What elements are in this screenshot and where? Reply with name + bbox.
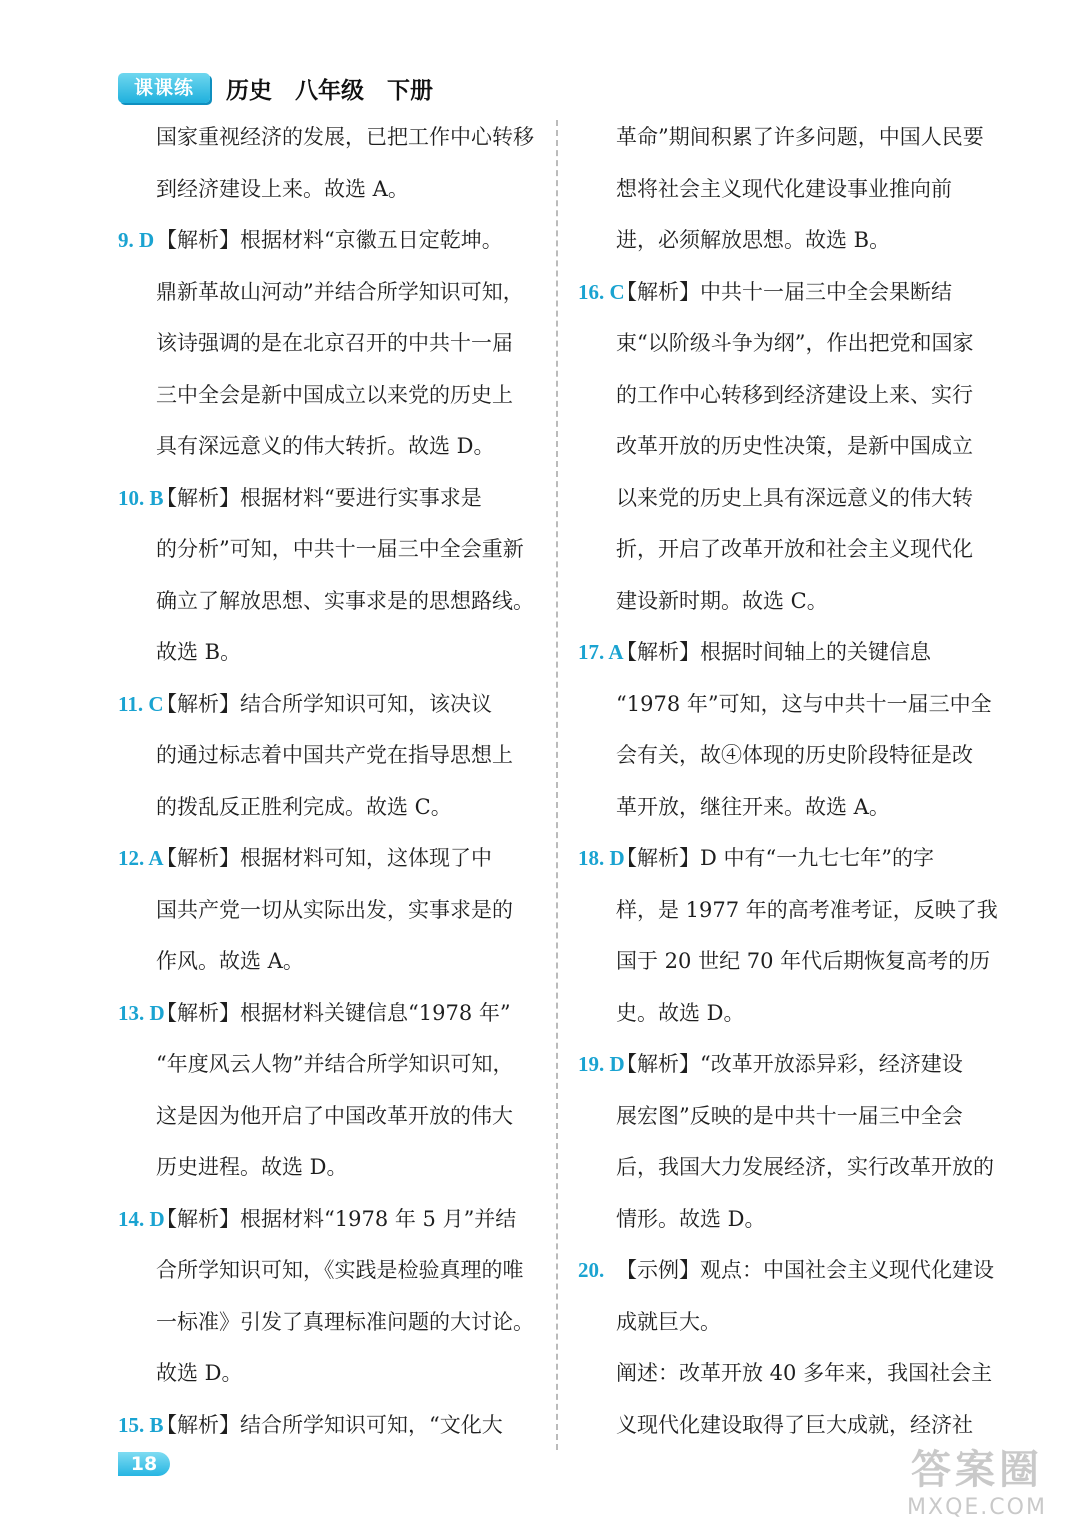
answer-number: 19. D	[578, 1052, 625, 1076]
watermark-url: MXQE.COM	[907, 1495, 1047, 1520]
answer-text: 革命”期间积累了许多问题，中国人民要 想将社会主义现代化建设事业推向前 进，必须解放思想。故选 B。	[616, 125, 984, 252]
answer-number: 15. B	[118, 1412, 164, 1437]
answer-text: 【解析】根据材料“京徽五日定乾坤。 鼎新革故山河动”并结合所学知识可知， 该诗强调的是在北京召开的中共十一届 三中全会是新中国成立以来党的历史上 具有深远意义的伟大转折。故选 D。	[156, 228, 524, 458]
column-divider	[556, 120, 558, 1450]
answer-number: 13. D	[118, 1000, 165, 1025]
answer-text: 【解析】结合所学知识可知，“文化大	[156, 1412, 503, 1437]
page-header	[118, 66, 433, 110]
answer-text: 【解析】D 中有“一九七七年”的字 样，是 1977 年的高考准考证，反映了我 国于 20 世纪 70 年代后期恢复高考的历 史。故选 D。	[616, 846, 998, 1025]
answer-text: 【解析】根据材料“要进行实事求是 的分析”可知，中共十一届三中全会重新 确立了解放思想、实事求是的思想路线。 故选 B。	[156, 485, 534, 664]
answer-item	[118, 679, 538, 834]
book-title: 历史 八年级 下册	[226, 76, 433, 104]
book-logo: 课课练	[118, 73, 210, 103]
answer-text: 【解析】结合所学知识可知，该决议 的通过标志着中国共产党在指导思想上 的拨乱反正胜利完成。故选 C。	[156, 691, 513, 819]
watermark-title: 答案圈	[911, 1447, 1043, 1493]
answer-item	[578, 833, 998, 1039]
answer-number: 20.	[578, 1258, 605, 1282]
left-column	[118, 112, 538, 1451]
answer-item	[118, 833, 538, 988]
answer-item	[118, 473, 538, 679]
answer-number: 16. C	[578, 279, 625, 304]
answer-number: 17. A	[578, 640, 624, 664]
page-number: 18	[118, 1452, 170, 1476]
answer-number: 10. B	[118, 485, 164, 510]
answer-item	[578, 627, 998, 833]
answer-text: 【解析】根据材料“1978 年 5 月”并结 合所学知识可知，《实践是检验真理的唯 一标准》引发了真理标准问题的大讨论。 故选 D。	[156, 1206, 534, 1385]
answer-item	[118, 1400, 538, 1452]
answer-text: 【解析】“改革开放添异彩，经济建设 展宏图”反映的是中共十一届三中全会 后，我国大力发展经济，实行改革开放的 情形。故选 D。	[616, 1052, 994, 1231]
answer-item	[578, 267, 998, 628]
answer-number: 18. D	[578, 846, 625, 870]
answer-item	[578, 1039, 998, 1245]
answer-item	[118, 988, 538, 1194]
answer-item	[118, 215, 538, 473]
answer-item	[118, 112, 538, 215]
answer-text: 【示例】观点：中国社会主义现代化建设 成就巨大。 阐述：改革开放 40 多年来，我国社会主 义现代化建设取得了巨大成就，经济社	[616, 1258, 994, 1437]
answer-item	[578, 112, 998, 267]
answer-text: 国家重视经济的发展，已把工作中心转移 到经济建设上来。故选 A。	[156, 125, 534, 201]
watermark-logo	[892, 1438, 1062, 1522]
right-column	[578, 112, 998, 1451]
answer-text: 【解析】根据材料可知，这体现了中 国共产党一切从实际出发，实事求是的 作风。故选 A。	[156, 846, 513, 973]
answer-number: 11. C	[118, 691, 164, 716]
answer-number: 12. A	[118, 846, 164, 870]
answer-item	[118, 1194, 538, 1400]
answer-item	[578, 1245, 998, 1451]
answer-text: 【解析】根据时间轴上的关键信息 “1978 年”可知，这与中共十一届三中全 会有关，故④体现的历史阶段特征是改 革开放，继往开来。故选 A。	[616, 640, 992, 819]
answer-number: 14. D	[118, 1206, 165, 1231]
answer-text: 【解析】中共十一届三中全会果断结 束“以阶级斗争为纲”，作出把党和国家 的工作中心转移到经济建设上来、实行 改革开放的历史性决策，是新中国成立 以来党的历史上具有深远意义的伟大转 折，开启了改革开放和社会主义现代化 建设新时期。故选 C。	[616, 279, 974, 613]
answer-number: 9. D	[118, 228, 155, 252]
answer-text: 【解析】根据材料关键信息“1978 年” “年度风云人物”并结合所学知识可知， 这是因为他开启了中国改革开放的伟大 历史进程。故选 D。	[156, 1000, 514, 1179]
